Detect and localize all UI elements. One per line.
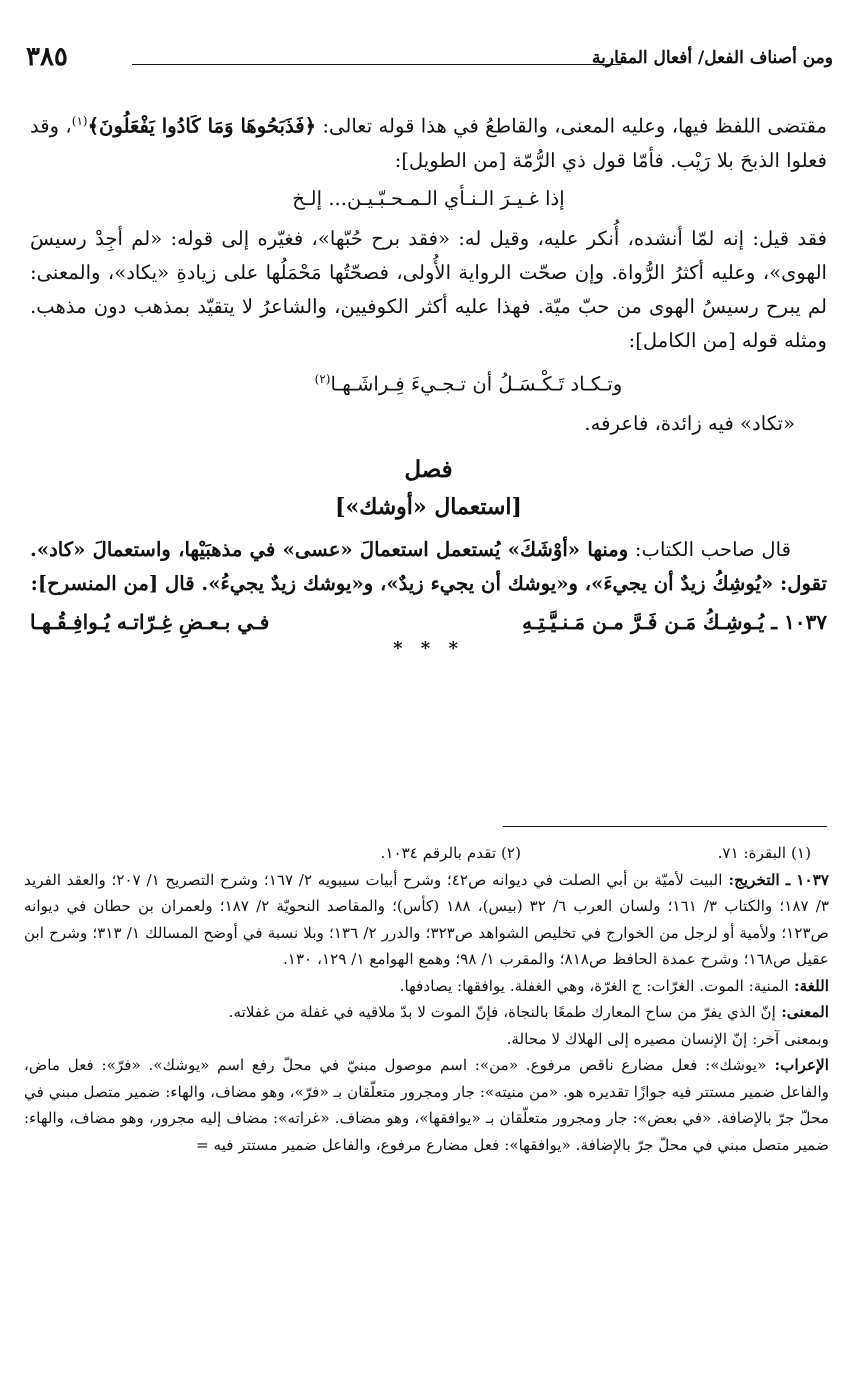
- poem-line: [30, 605, 827, 639]
- irab-text: «يوشك»: فعل مضارع ناقص مرفوع. «من»: اسم موصول مبنيّ في محلّ رفع اسم «يوشك». «فرّ»: فعل ماض، والفاعل ضمير مستتر فيه جوازًا تقديره هو. «من منيته»: جار ومجرور متعلّقان بـ «فرّ»، وهو مضاف، والهاء: ضمير متصل مبني في محلّ جرّ بالإضافة. «في بعض»: جار ومجرور متعلّقان بـ «يوافقها»، وهو مضاف. «غراته»: مضاف إليه مجرور، وهو مضاف، والهاء: ضمير متصل مبني في محلّ جرّ بالإضافة. «يوافقها»: فعل مضارع مرفوع، والفاعل ضمير مستتر فيه =: [24, 1056, 829, 1154]
- page-number: ٣٨٥: [26, 42, 68, 72]
- p3-text-b: ومنها «أوْشَكَ» يُستعمل استعمالَ «عسى» في مذهبَيْها، واستعمالَ «كاد». تقول: «يُوشِكُ زيدٌ أن يجيءَ»، و«يوشك أن يجيء زيدٌ»، و«يوشك زيدٌ يجيءُ». قال [من المنسرح]:: [30, 538, 827, 596]
- verse-1: إذا غـيـرَ الـنـأي الـمـحـبّـيـن... إلـخ: [292, 186, 565, 210]
- footnote-2: (٢) تقدم بالرقم ١٠٣٤.: [380, 844, 521, 862]
- poem-number: ١٠٣٧ ـ: [764, 610, 827, 635]
- poem-hemistich-2: فـي بـعـضِ غِـرّاتـه يُـوافِـقُـهـا: [30, 610, 270, 635]
- paragraph-2: فقد قيل: إنه لمّا أنشده، أُنكر عليه، وقيل له: «فقد برح حُبّها»، فغيّره إلى قوله: «لم أجِدْ رسيسَ الهوى»، وعليه أكثرُ الرُّواة. وإن صحّت الرواية الأُولى، فصحّتُها مَحْمَلُها على زيادةِ «يكاد»، والمعنى: لم يبرح رسيسُ الهوى من حبّ ميّة. فهذا عليه أكثر الكوفيين، والشاعرُ لا يتقيّد بمذهب دون مذهب. ومثله قوله [من الكامل]:: [30, 226, 827, 352]
- verse-2-text: وتـكـاد تَـكْـسَـلُ أن تـجـيءَ فِـراشَـهـا: [330, 372, 623, 396]
- footnote-rule: [503, 826, 827, 827]
- footnote-maana: [24, 999, 829, 1026]
- quran-quote: ﴿فَذَبَحُوهَا وَمَا كَادُوا يَفْعَلُونَ﴾: [87, 114, 317, 138]
- poem-hemistich-1: [522, 605, 827, 639]
- footnote-irab: [24, 1052, 829, 1158]
- maana-text: إنّ الذي يفرّ من ساح المعارك طمعًا بالنجاة، فإنّ الموت لا بدّ ملاقيه في غفلة من غفلاته.: [228, 1003, 776, 1021]
- paragraph-1: [30, 104, 827, 178]
- section-subtitle: [استعمال «أوشك»]: [335, 494, 522, 521]
- footnote-pair: [24, 840, 829, 867]
- paragraph-3: [30, 533, 827, 601]
- footnote-takhrij: [24, 867, 829, 973]
- main-text: [30, 104, 827, 659]
- takhrij-label: ١٠٣٧ ـ التخريج:: [722, 870, 830, 889]
- footnote-ref-2: (٢): [314, 371, 331, 386]
- footnote-1: (١) البقرة: ٧١.: [717, 844, 811, 862]
- section-end-stars: * * *: [393, 638, 464, 660]
- running-head: ومن أصناف الفعل/ أفعال المقاربة: [592, 48, 833, 68]
- footnote-lugha: [24, 973, 829, 1000]
- note-line: «تكاد» فيه زائدة، فاعرفه.: [584, 412, 795, 436]
- section-title: فصل: [404, 456, 453, 484]
- footnote-ref-1: (١): [71, 114, 88, 128]
- lugha-label: اللغة:: [788, 976, 829, 995]
- p1-text-a: مقتضى اللفظ فيها، وعليه المعنى، والقاطعُ في هذا قوله تعالى:: [316, 114, 827, 138]
- takhrij-text: البيت لأميّة بن أبي الصلت في ديوانه ص٤٢؛ وشرح أبيات سيبويه ٢/ ١٦٧؛ وشرح التصريح ١/ ٢٠٧؛ والعقد الفريد ٣/ ١٨٧؛ والكتاب ٣/ ١٦١؛ ولسان العرب ٦/ ٣٢ (بيس)، ١٨٨ (كأس)؛ والمقاصد النحويّة ٢/ ١٨٧؛ ولعمران بن حطان في ديوانه ص١٢٣؛ ولأمية أو لرجل من الخوارج في تخليص الشواهد ص٣٢٣؛ والدرر ٢/ ١٣٦؛ وبلا نسبة في أوضح المسالك ١/ ٣١٣؛ وشرح ابن عقيل ص١٦٨؛ وشرح عمدة الحافظ ص٨١٨؛ والمقرب ١/ ٩٨؛ وهمع الهوامع ١/ ١٢٩، ١٣٠.: [24, 870, 830, 968]
- header-rule: [132, 64, 621, 65]
- maana-label: المعنى:: [775, 1003, 829, 1021]
- footnotes: [24, 840, 829, 1158]
- irab-label: الإعراب:: [766, 1056, 829, 1074]
- page-header: [20, 42, 833, 76]
- p3-text-a: قال صاحب الكتاب:: [628, 538, 791, 562]
- p1-text-b: ، وقد فعلوا الذبحَ بلا رَيْب. فأمّا قول ذي الرُّمّة [من الطويل]:: [30, 114, 827, 172]
- verse-2: [30, 362, 827, 402]
- poem-h1-text: يُـوشِـكُ مَـن فَـرَّ مـن مَـنـيَّـتِـهِ: [522, 610, 765, 635]
- lugha-text: المنية: الموت. الغرّات: ج الغرّة، وهي الغفلة. يوافقها: يصادفها.: [399, 976, 789, 995]
- footnote-maana-2: وبمعنى آخر: إنّ الإنسان مصيره إلى الهلاك لا محالة.: [506, 1029, 829, 1048]
